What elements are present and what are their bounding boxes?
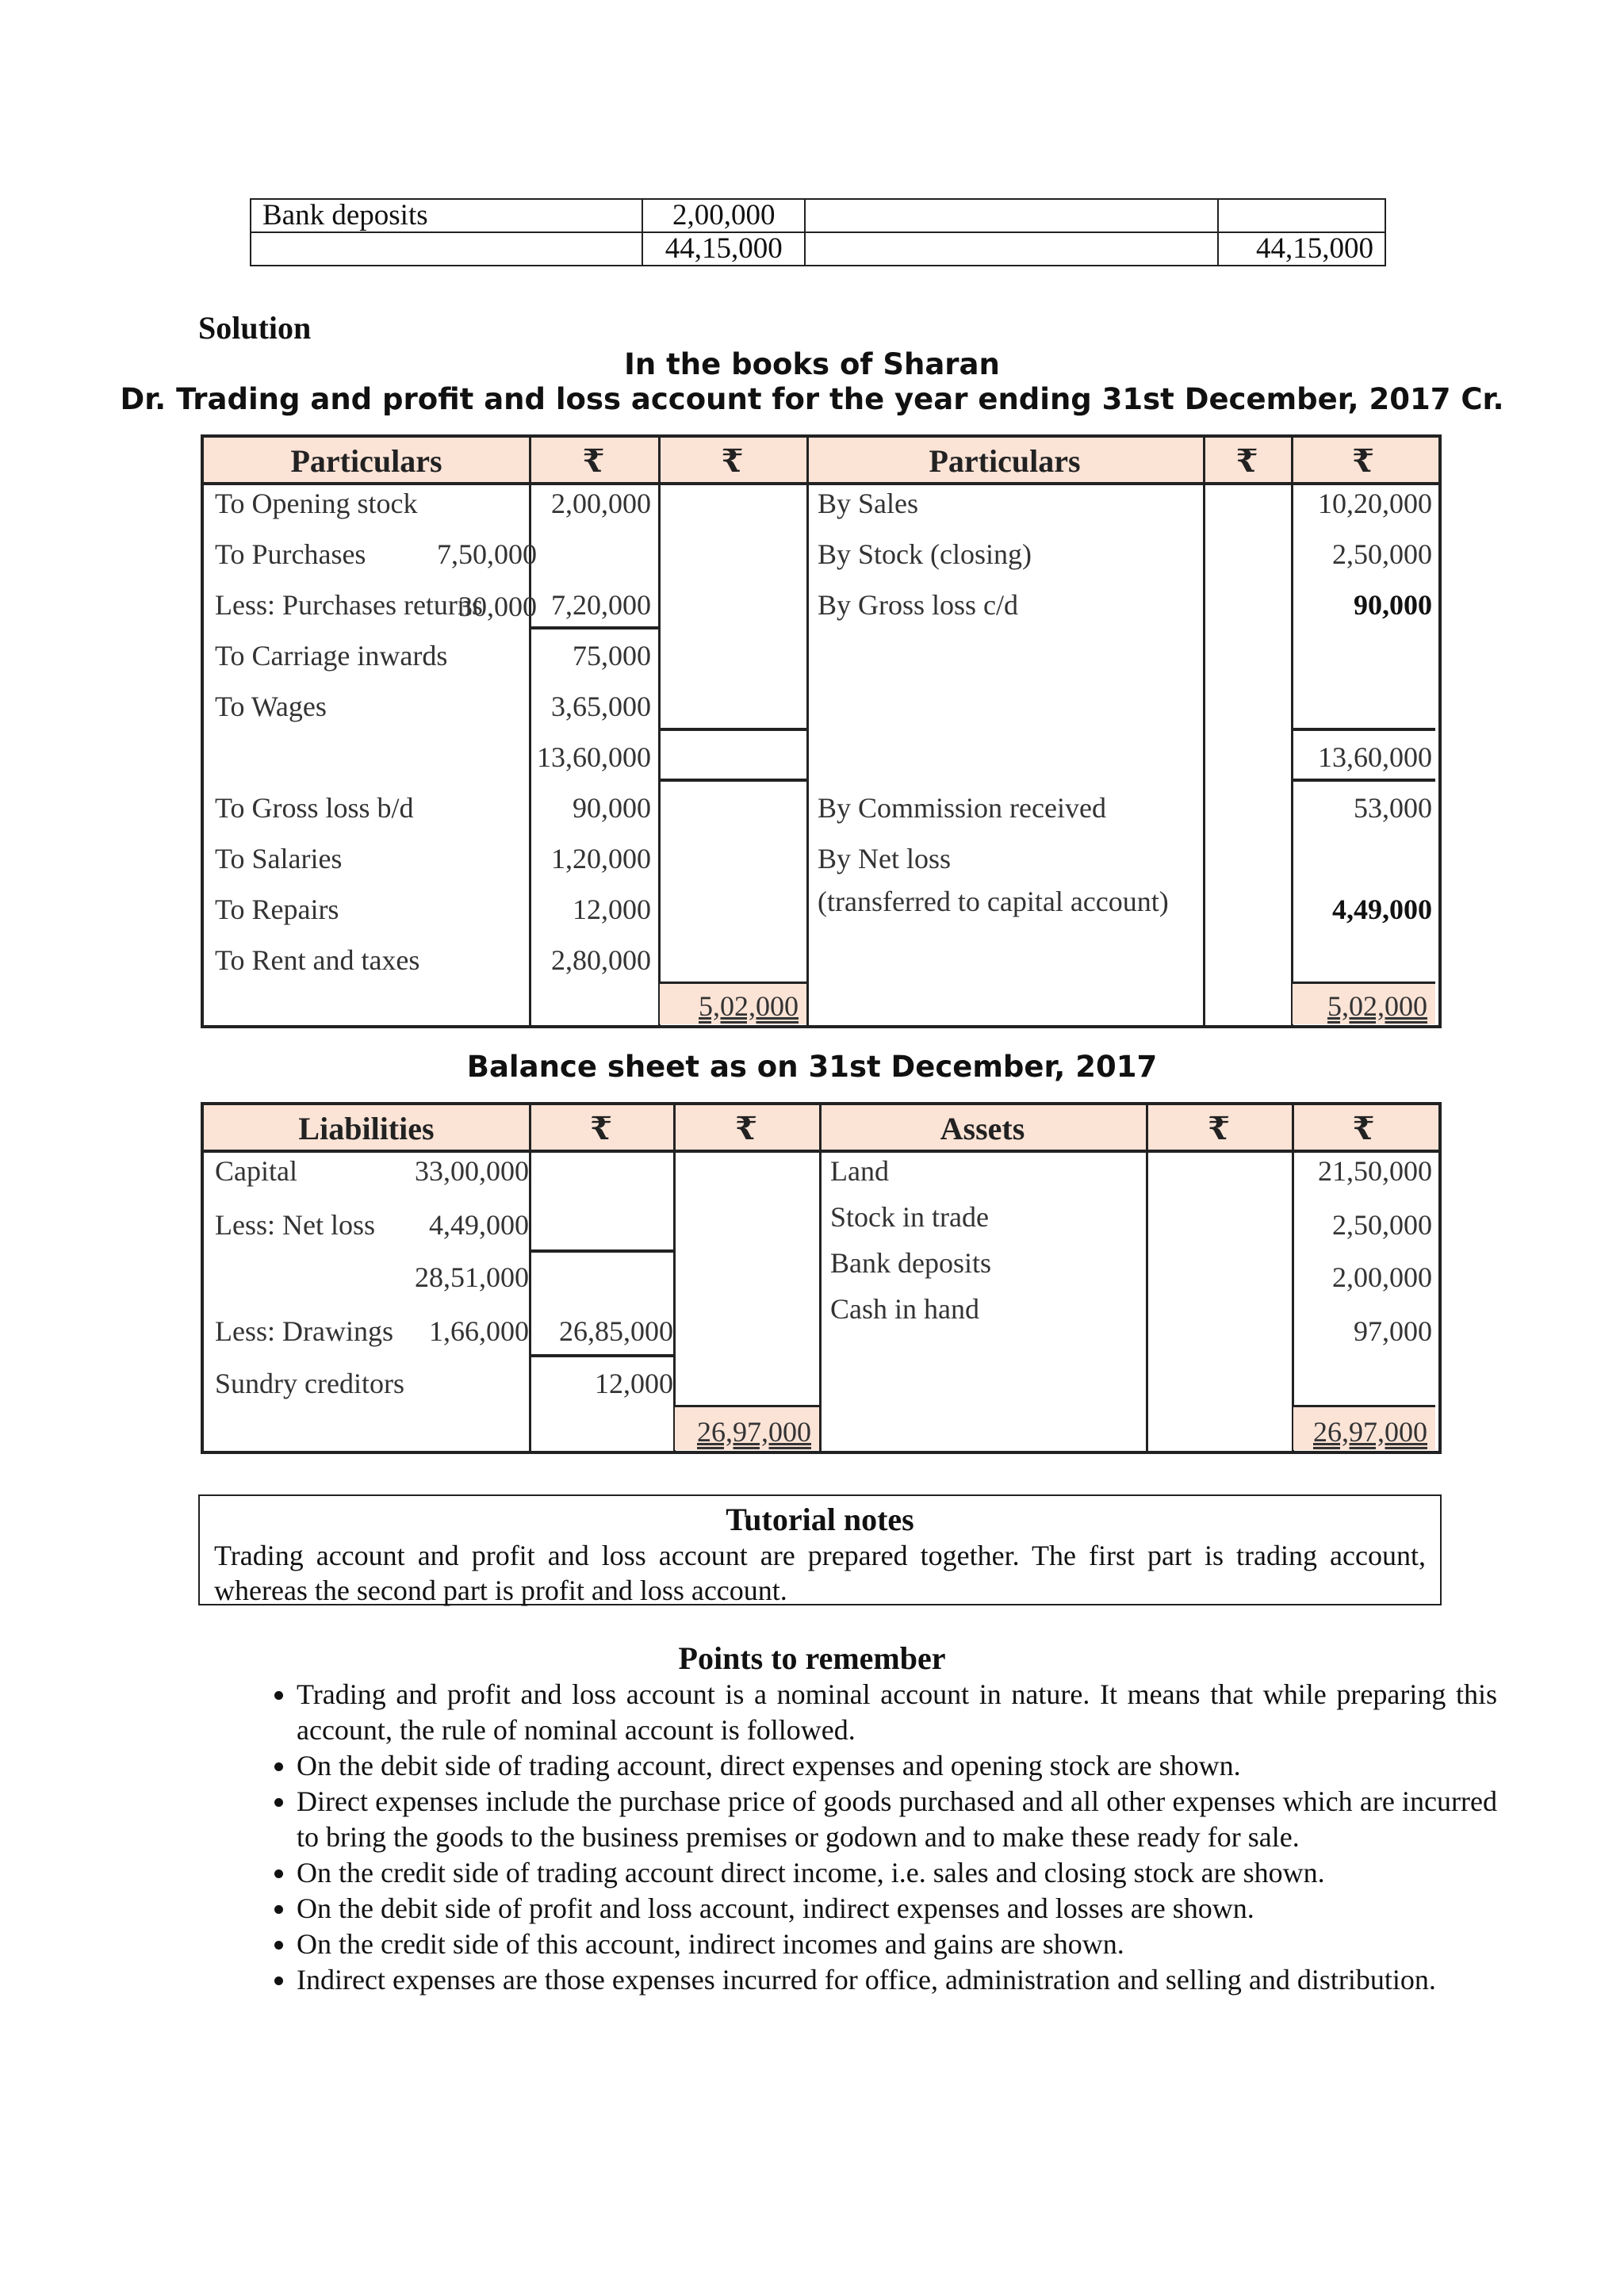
gross-loss-cd-label: By Gross loss c/d <box>818 589 1019 621</box>
creditors-amount: 12,000 <box>595 1368 673 1399</box>
capital-amount: 33,00,000 <box>415 1155 529 1187</box>
books-heading: In the books of Sharan <box>624 347 1000 381</box>
capital-subtotal: 28,51,000 <box>415 1261 529 1293</box>
drawings-label: Less: Drawings <box>215 1315 393 1347</box>
net-loss-label-2: (transferred to capital account) <box>818 886 1169 917</box>
drawings-amount: 1,66,000 <box>429 1315 529 1347</box>
liabilities-total-box <box>675 1405 819 1450</box>
net-loss-amount: 4,49,000 <box>1332 894 1432 925</box>
pl-total-debit: 5,02,000 <box>699 990 799 1022</box>
sub-underline <box>529 1249 673 1253</box>
net-loss-amount: 4,49,000 <box>429 1209 529 1241</box>
previous-table <box>250 198 1386 266</box>
net-loss-label: Less: Net loss <box>215 1209 375 1241</box>
header-rupee: ₹ <box>1235 443 1258 479</box>
closing-stock-amount: 2,50,000 <box>1332 538 1432 570</box>
empty-cell <box>805 232 1218 266</box>
col-divider <box>658 438 661 1025</box>
bank-label: Bank deposits <box>830 1247 991 1279</box>
row-amount-2 <box>1218 199 1385 232</box>
gross-loss-cd-amount: 90,000 <box>1354 589 1432 621</box>
header-rupee: ₹ <box>590 1111 612 1146</box>
total-line <box>1291 728 1435 731</box>
tutorial-notes-text: Trading account and profit and loss account are prepared together. The first part is trading account, whereas the second part is profit and loss account. <box>214 1540 1426 1606</box>
row-amount: 2,00,000 <box>642 199 805 232</box>
header-particulars: Particulars <box>929 443 1081 479</box>
col-divider <box>529 438 531 1025</box>
tutorial-notes-title: Tutorial notes <box>726 1502 914 1537</box>
trading-total-debit: 13,60,000 <box>537 741 651 773</box>
opening-stock-label: To Opening stock <box>215 488 418 519</box>
carriage-label: To Carriage inwards <box>215 640 448 672</box>
sub-underline <box>529 626 658 629</box>
assets-total-box <box>1293 1405 1435 1450</box>
header-rupee: ₹ <box>582 443 605 479</box>
gross-loss-bd-amount: 90,000 <box>573 792 651 824</box>
points-list <box>238 1677 1497 1998</box>
commission-label: By Commission received <box>818 792 1106 824</box>
col-divider <box>819 1105 822 1451</box>
solution-label: Solution <box>198 310 312 346</box>
header-rupee: ₹ <box>1352 443 1374 479</box>
stock-amount: 2,50,000 <box>1332 1209 1432 1241</box>
purchases-returns-label: Less: Purchases returns <box>215 589 483 621</box>
salaries-amount: 1,20,000 <box>551 843 651 874</box>
liabilities-total: 26,97,000 <box>697 1416 811 1448</box>
pl-total-credit-box <box>1293 982 1435 1024</box>
header-rupee: ₹ <box>1208 1111 1230 1146</box>
col-divider <box>1292 1105 1294 1451</box>
list-item: • On the debit side of profit and loss account, indirect expenses and losses are shown. <box>297 1891 1497 1927</box>
header-liabilities: Liabilities <box>298 1111 435 1146</box>
repairs-amount: 12,000 <box>573 894 651 925</box>
header-rupee: ₹ <box>721 443 744 479</box>
total-line <box>1291 779 1435 782</box>
balance-sheet-table <box>201 1102 1442 1454</box>
total-amount-2: 44,15,000 <box>1218 232 1385 266</box>
sales-label: By Sales <box>818 488 919 519</box>
wages-label: To Wages <box>215 691 327 722</box>
list-item: • Trading and profit and loss account is a nominal account in nature. It means that while preparing this account, the rule of nominal account is followed. <box>297 1677 1497 1748</box>
col-divider <box>1291 438 1293 1025</box>
list-item: • Indirect expenses are those expenses incurred for office, administration and selling and distribution. <box>297 1962 1497 1998</box>
gross-loss-bd-label: To Gross loss b/d <box>215 792 414 824</box>
carriage-amount: 75,000 <box>573 640 651 672</box>
tutorial-notes-box <box>198 1494 1442 1605</box>
header-particulars: Particulars <box>290 443 442 479</box>
col-divider <box>1146 1105 1148 1451</box>
commission-amount: 53,000 <box>1354 792 1432 824</box>
list-item: • Direct expenses include the purchase price of goods purchased and all other expenses which are incurred to bring the goods to the business premises or godown and to make these ready for sale. <box>297 1784 1497 1855</box>
row-label: Bank deposits <box>251 199 642 232</box>
assets-total: 26,97,000 <box>1313 1416 1427 1448</box>
purchases-sub: 7,50,000 <box>437 538 537 570</box>
pl-total-credit: 5,02,000 <box>1327 990 1427 1022</box>
trading-total-credit: 13,60,000 <box>1318 741 1432 773</box>
closing-stock-label: By Stock (closing) <box>818 538 1032 570</box>
balance-sheet-heading: Balance sheet as on 31st December, 2017 <box>466 1050 1158 1084</box>
list-item: • On the credit side of trading account direct income, i.e. sales and closing stock are shown. <box>297 1855 1497 1891</box>
header-rupee: ₹ <box>735 1111 757 1146</box>
col-divider <box>673 1105 676 1451</box>
list-item: • On the debit side of trading account, direct expenses and opening stock are shown. <box>297 1748 1497 1784</box>
repairs-label: To Repairs <box>215 894 339 925</box>
purchases-net-amount: 7,20,000 <box>551 589 651 621</box>
rent-label: To Rent and taxes <box>215 944 420 976</box>
cash-amount: 97,000 <box>1354 1315 1432 1347</box>
cash-label: Cash in hand <box>830 1293 979 1325</box>
stock-label: Stock in trade <box>830 1201 989 1233</box>
empty-cell <box>251 232 642 266</box>
account-heading: Dr. Trading and profit and loss account for the year ending 31st December, 2017 Cr. <box>120 382 1504 416</box>
table-row <box>251 199 1385 232</box>
returns-sub: 30,000 <box>458 591 537 622</box>
net-capital-amount: 26,85,000 <box>559 1315 673 1347</box>
total-line <box>658 779 806 782</box>
col-divider <box>529 1105 531 1451</box>
points-title: Points to remember <box>678 1640 946 1676</box>
header-rupee: ₹ <box>1352 1111 1375 1146</box>
sales-amount: 10,20,000 <box>1318 488 1432 519</box>
land-amount: 21,50,000 <box>1318 1155 1432 1187</box>
col-divider <box>1203 438 1205 1025</box>
opening-stock-amount: 2,00,000 <box>551 488 651 519</box>
list-item: • On the credit side of this account, indirect incomes and gains are shown. <box>297 1927 1497 1962</box>
wages-amount: 3,65,000 <box>551 691 651 722</box>
trading-pl-table <box>201 434 1442 1028</box>
salaries-label: To Salaries <box>215 843 343 874</box>
purchases-label: To Purchases <box>215 538 366 570</box>
pl-total-debit-box <box>660 982 806 1024</box>
total-line <box>658 728 806 731</box>
col-divider <box>806 438 809 1025</box>
net-loss-label: By Net loss <box>818 843 952 874</box>
capital-label: Capital <box>215 1155 297 1187</box>
bank-amount: 2,00,000 <box>1332 1261 1432 1293</box>
land-label: Land <box>830 1155 889 1187</box>
creditors-label: Sundry creditors <box>215 1368 404 1399</box>
rent-amount: 2,80,000 <box>551 944 651 976</box>
header-assets: Assets <box>940 1111 1025 1146</box>
table-row-total <box>251 232 1385 266</box>
sub-underline <box>529 1354 673 1357</box>
total-amount: 44,15,000 <box>642 232 805 266</box>
row-label-2 <box>805 199 1218 232</box>
